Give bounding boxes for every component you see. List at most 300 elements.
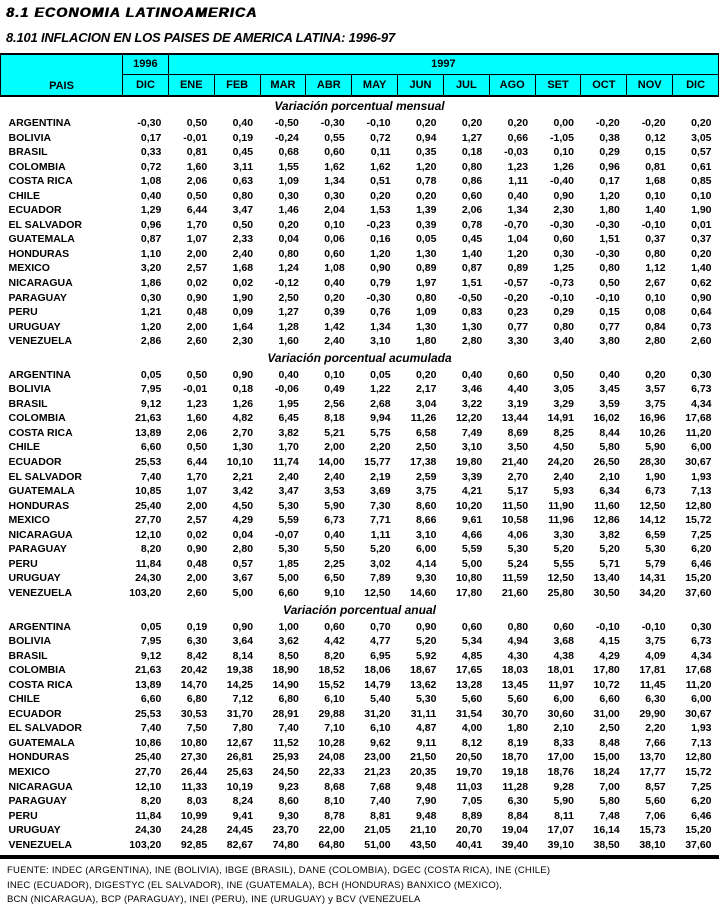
- value-cell: 10,26: [639, 426, 666, 439]
- country-label: PARAGUAY: [8, 291, 67, 304]
- value-cell: 0,51: [370, 175, 391, 188]
- value-cell: 0,50: [186, 117, 208, 129]
- value-cell: 2,20: [645, 722, 666, 735]
- value-cell: 3,64: [232, 635, 254, 648]
- value-cell: 1,51: [461, 277, 483, 290]
- value-cell: -0,01: [183, 131, 208, 144]
- value-cell: 25,53: [135, 707, 162, 720]
- value-cell: 25,40: [135, 499, 162, 512]
- value-cell: 1,09: [278, 175, 299, 188]
- value-cell: 0,35: [415, 146, 437, 159]
- value-cell: 5,00: [278, 572, 299, 585]
- value-cell: -0,70: [504, 218, 529, 231]
- value-cell: 1,90: [232, 291, 254, 304]
- value-cell: -0,30: [550, 218, 574, 231]
- value-cell: 17,68: [685, 412, 712, 425]
- value-cell: 12,50: [639, 499, 666, 512]
- value-cell: 0,16: [370, 233, 391, 246]
- value-cell: 7,49: [461, 426, 483, 439]
- value-cell: 1,26: [232, 397, 254, 410]
- country-label: EL SALVADOR: [8, 218, 83, 231]
- value-cell: 0,55: [324, 131, 345, 144]
- value-cell: 0,90: [370, 262, 391, 275]
- value-cell: 0,40: [507, 189, 529, 202]
- section-title-1: Variación porcentual acumulada: [267, 350, 452, 365]
- value-cell: 14,60: [410, 586, 437, 599]
- table-row: [1, 809, 719, 824]
- country-label: URUGUAY: [8, 320, 61, 333]
- country-label: PERU: [8, 809, 38, 822]
- country-label: COLOMBIA: [8, 664, 66, 677]
- value-cell: 10,28: [318, 736, 345, 749]
- value-cell: 0,09: [232, 306, 254, 319]
- value-cell: 3,10: [461, 441, 483, 454]
- value-cell: 0,81: [645, 160, 666, 173]
- value-cell: 5,90: [645, 441, 666, 454]
- value-cell: 5,30: [415, 693, 437, 706]
- value-cell: 0,50: [186, 441, 208, 454]
- value-cell: 23,70: [272, 824, 299, 837]
- value-cell: 2,10: [599, 470, 620, 483]
- value-cell: 1,70: [186, 470, 208, 483]
- value-cell: 1,10: [140, 247, 162, 260]
- value-cell: 40,41: [455, 838, 483, 851]
- value-cell: 0,15: [599, 306, 620, 319]
- value-cell: 3,42: [232, 485, 254, 498]
- value-cell: 13,45: [501, 678, 529, 691]
- value-cell: 12,50: [364, 586, 391, 599]
- value-cell: 1,80: [507, 722, 529, 735]
- value-cell: 25,40: [135, 751, 162, 764]
- value-cell: 26,81: [226, 751, 254, 764]
- value-cell: 37,60: [685, 586, 712, 599]
- value-cell: 17,38: [410, 456, 437, 469]
- table-row: [1, 382, 719, 397]
- table-row: [1, 145, 719, 160]
- source-line-3: BCN (NICARAGUA), BCP (PARAGUAY), INEI (PERU), INE (URUGUAY) y BCV (VENEZUELA: [7, 894, 421, 906]
- country-label: BOLIVIA: [8, 383, 52, 396]
- value-cell: 0,60: [324, 247, 345, 260]
- value-cell: 7,40: [140, 470, 162, 483]
- value-cell: 0,23: [507, 306, 529, 319]
- value-cell: 0,90: [232, 620, 254, 633]
- value-cell: 8,25: [553, 426, 574, 439]
- value-cell: 0,60: [461, 189, 483, 202]
- value-cell: 1,70: [186, 218, 208, 231]
- country-label: ARGENTINA: [8, 620, 71, 633]
- value-cell: 1,55: [278, 160, 299, 173]
- value-cell: 5,24: [507, 557, 529, 570]
- value-cell: 5,21: [324, 426, 345, 439]
- value-cell: 15,00: [593, 751, 620, 764]
- value-cell: 2,00: [186, 499, 208, 512]
- value-cell: 9,48: [415, 809, 437, 822]
- value-cell: 9,12: [140, 397, 162, 410]
- value-cell: 38,50: [593, 838, 620, 851]
- value-cell: 5,55: [553, 557, 574, 570]
- column-header-year-1996: 1996: [123, 54, 169, 74]
- value-cell: 0,90: [232, 368, 254, 381]
- value-cell: 0,50: [599, 277, 620, 290]
- value-cell: 20,42: [180, 664, 208, 677]
- value-cell: 4,77: [370, 635, 391, 648]
- value-cell: 0,90: [553, 189, 574, 202]
- value-cell: 0,30: [691, 368, 712, 381]
- country-label: HONDURAS: [8, 499, 70, 512]
- value-cell: 8,03: [186, 795, 208, 808]
- table-row: [1, 232, 719, 247]
- value-cell: 1,00: [278, 620, 299, 633]
- table-body: [1, 96, 719, 852]
- value-cell: 0,60: [553, 620, 574, 633]
- value-cell: 21,60: [501, 586, 529, 599]
- value-cell: 14,91: [547, 412, 574, 425]
- country-label: URUGUAY: [8, 572, 61, 585]
- value-cell: -0,30: [595, 247, 620, 260]
- value-cell: 6,10: [324, 693, 345, 706]
- value-cell: 6,10: [370, 722, 391, 735]
- value-cell: 13,28: [455, 678, 483, 691]
- value-cell: 0,40: [140, 189, 162, 202]
- table-row: [1, 571, 719, 586]
- value-cell: 16,02: [593, 412, 620, 425]
- value-cell: 1,07: [186, 233, 208, 246]
- page-subtitle: 8.101 INFLACION EN LOS PAISES DE AMERICA LATINA: 1996-97: [6, 30, 395, 45]
- table-row: [1, 160, 719, 175]
- value-cell: 0,05: [140, 368, 162, 381]
- value-cell: 0,10: [645, 189, 666, 202]
- value-cell: 21,05: [364, 824, 391, 837]
- value-cell: 11,20: [685, 426, 712, 439]
- value-cell: -0,50: [274, 117, 299, 129]
- value-cell: 7,80: [232, 722, 254, 735]
- value-cell: -0,20: [504, 291, 529, 304]
- value-cell: 92,85: [180, 838, 208, 851]
- country-label: ARGENTINA: [8, 117, 71, 129]
- value-cell: 1,40: [691, 262, 712, 275]
- value-cell: 5,90: [324, 499, 345, 512]
- value-cell: 3,02: [370, 557, 391, 570]
- value-cell: 7,40: [278, 722, 299, 735]
- value-cell: 3,53: [324, 485, 345, 498]
- country-label: COSTA RICA: [8, 426, 73, 439]
- value-cell: 0,62: [691, 277, 712, 290]
- section-title-row: [1, 349, 719, 368]
- value-cell: 4,82: [232, 412, 254, 425]
- value-cell: 5,20: [553, 543, 574, 556]
- value-cell: 5,90: [553, 795, 574, 808]
- value-cell: 3,05: [691, 131, 712, 144]
- value-cell: 1,85: [278, 557, 299, 570]
- table-row: [1, 397, 719, 412]
- value-cell: 2,40: [553, 470, 574, 483]
- value-cell: 12,80: [685, 751, 712, 764]
- value-cell: 20,35: [410, 765, 437, 778]
- value-cell: 5,34: [461, 635, 483, 648]
- value-cell: 11,03: [456, 780, 483, 793]
- value-cell: 2,50: [278, 291, 299, 304]
- value-cell: 3,75: [645, 635, 666, 648]
- value-cell: 4,40: [507, 383, 529, 396]
- value-cell: 8,20: [140, 543, 162, 556]
- value-cell: 8,12: [461, 736, 483, 749]
- value-cell: 1,08: [140, 175, 162, 188]
- country-label: BRASIL: [8, 397, 48, 410]
- value-cell: 30,50: [593, 586, 620, 599]
- value-cell: 0,66: [507, 131, 529, 144]
- value-cell: -0,10: [595, 620, 620, 633]
- value-cell: 8,68: [324, 780, 345, 793]
- value-cell: 3,11: [233, 160, 254, 173]
- value-cell: 2,68: [370, 397, 391, 410]
- value-cell: 1,86: [140, 277, 162, 290]
- value-cell: 2,40: [232, 247, 254, 260]
- value-cell: 0,72: [370, 131, 391, 144]
- value-cell: 1,07: [186, 485, 208, 498]
- value-cell: 0,17: [140, 131, 162, 144]
- source-line-1: FUENTE: INDEC (ARGENTINA), INE (BOLIVIA), IBGE (BRASIL), DANE (COLOMBIA), DGEC (COSTA RICA), INE (CHILE): [7, 865, 551, 877]
- value-cell: 0,73: [691, 320, 712, 333]
- value-cell: 0,81: [186, 146, 208, 159]
- value-cell: 11,33: [181, 780, 208, 793]
- country-label: PERU: [8, 306, 38, 319]
- value-cell: 0,40: [232, 117, 254, 129]
- value-cell: 3,20: [140, 262, 162, 275]
- value-cell: 31,70: [226, 707, 254, 720]
- value-cell: 5,71: [599, 557, 620, 570]
- value-cell: 8,50: [278, 649, 299, 662]
- value-cell: 3,40: [553, 335, 574, 348]
- value-cell: 0,57: [232, 557, 254, 570]
- table-row: [1, 557, 719, 572]
- value-cell: 1,93: [691, 722, 712, 735]
- value-cell: 0,30: [553, 247, 574, 260]
- value-cell: 0,10: [645, 291, 666, 304]
- value-cell: 2,86: [140, 335, 162, 348]
- value-cell: 1,21: [140, 306, 162, 319]
- value-cell: 9,12: [140, 649, 162, 662]
- value-cell: 4,34: [691, 397, 712, 410]
- value-cell: 9,10: [324, 586, 345, 599]
- value-cell: 10,80: [455, 572, 483, 585]
- table-row: [1, 189, 719, 204]
- value-cell: 2,40: [324, 470, 345, 483]
- column-header-year-1997: 1997: [168, 54, 718, 74]
- value-cell: 5,93: [553, 485, 574, 498]
- value-cell: 0,20: [691, 247, 712, 260]
- value-cell: 12,10: [135, 528, 162, 541]
- value-cell: 2,70: [507, 470, 529, 483]
- value-cell: 24,08: [318, 751, 345, 764]
- value-cell: 0,02: [186, 277, 208, 290]
- value-cell: 2,50: [415, 441, 437, 454]
- value-cell: 10,99: [180, 809, 208, 822]
- value-cell: 1,30: [461, 320, 483, 333]
- value-cell: 74,80: [272, 838, 299, 851]
- value-cell: 15,20: [685, 572, 712, 585]
- column-header-pais: PAIS: [1, 54, 123, 96]
- value-cell: 0,90: [691, 291, 712, 304]
- table-row: [1, 116, 719, 131]
- value-cell: 3,62: [278, 635, 299, 648]
- value-cell: 4,87: [415, 722, 437, 735]
- value-cell: 82,67: [226, 838, 254, 851]
- value-cell: 0,40: [324, 277, 345, 290]
- country-label: ECUADOR: [8, 707, 62, 720]
- value-cell: 0,39: [415, 218, 437, 231]
- value-cell: 0,20: [370, 189, 391, 202]
- value-cell: 6,80: [186, 693, 208, 706]
- table-row: [1, 455, 719, 470]
- value-cell: 4,09: [645, 649, 666, 662]
- value-cell: 7,95: [140, 383, 162, 396]
- table-row: [1, 780, 719, 795]
- value-cell: 5,59: [278, 514, 299, 527]
- value-cell: 8,18: [324, 412, 345, 425]
- value-cell: 0,89: [507, 262, 529, 275]
- value-cell: 2,67: [645, 277, 666, 290]
- value-cell: 1,23: [507, 160, 529, 173]
- value-cell: 17,68: [685, 664, 712, 677]
- value-cell: 0,30: [324, 189, 345, 202]
- value-cell: 6,30: [507, 795, 529, 808]
- country-label: BRASIL: [8, 146, 48, 159]
- value-cell: 4,15: [599, 635, 620, 648]
- value-cell: 0,60: [553, 233, 574, 246]
- value-cell: 0,77: [507, 320, 529, 333]
- table-row: [1, 838, 719, 853]
- value-cell: 0,38: [599, 131, 620, 144]
- value-cell: 6,58: [415, 426, 437, 439]
- value-cell: 13,89: [135, 678, 162, 691]
- value-cell: 7,00: [599, 780, 620, 793]
- value-cell: 2,57: [186, 262, 208, 275]
- value-cell: 3,68: [553, 635, 574, 648]
- value-cell: 20,50: [455, 751, 483, 764]
- value-cell: 7,40: [370, 795, 391, 808]
- column-header-month-feb: FEB: [214, 74, 260, 96]
- value-cell: 7,68: [370, 780, 391, 793]
- value-cell: 17,77: [639, 765, 666, 778]
- value-cell: 12,20: [455, 412, 483, 425]
- value-cell: 21,23: [364, 765, 391, 778]
- value-cell: 21,50: [410, 751, 437, 764]
- value-cell: 6,44: [186, 204, 208, 217]
- value-cell: -0,01: [183, 383, 208, 396]
- table-row: [1, 411, 719, 426]
- value-cell: 1,20: [507, 247, 529, 260]
- value-cell: 8,24: [232, 795, 254, 808]
- value-cell: 0,29: [553, 306, 574, 319]
- value-cell: 17,65: [455, 664, 483, 677]
- value-cell: 43,50: [410, 838, 437, 851]
- value-cell: 5,00: [461, 557, 483, 570]
- value-cell: 2,60: [186, 586, 208, 599]
- value-cell: 0,04: [232, 528, 254, 541]
- value-cell: 1,34: [370, 320, 391, 333]
- value-cell: 5,75: [370, 426, 391, 439]
- value-cell: 0,60: [324, 146, 345, 159]
- value-cell: 3,59: [599, 397, 620, 410]
- value-cell: 2,04: [324, 204, 345, 217]
- value-cell: 15,77: [364, 456, 391, 469]
- value-cell: 6,00: [691, 441, 712, 454]
- value-cell: 9,30: [415, 572, 437, 585]
- value-cell: 2,80: [232, 543, 254, 556]
- value-cell: 29,90: [639, 707, 666, 720]
- value-cell: 24,45: [226, 824, 254, 837]
- value-cell: 0,40: [461, 368, 483, 381]
- value-cell: 10,72: [593, 678, 620, 691]
- table-row: [1, 692, 719, 707]
- value-cell: 27,70: [135, 514, 162, 527]
- value-cell: 4,30: [507, 649, 529, 662]
- value-cell: 0,80: [415, 291, 437, 304]
- column-header-month-may: MAY: [352, 74, 398, 96]
- value-cell: 10,19: [226, 780, 254, 793]
- value-cell: 25,80: [547, 586, 574, 599]
- value-cell: 5,80: [599, 795, 620, 808]
- table-row: [1, 721, 719, 736]
- value-cell: 5,60: [645, 795, 666, 808]
- column-header-month-oct: OCT: [581, 74, 627, 96]
- column-header-month-set: SET: [535, 74, 581, 96]
- table-row: [1, 750, 719, 765]
- table-row: [1, 586, 719, 601]
- value-cell: 4,14: [415, 557, 437, 570]
- value-cell: 0,86: [461, 175, 483, 188]
- value-cell: 8,19: [507, 736, 529, 749]
- value-cell: -0,23: [366, 218, 391, 231]
- value-cell: 0,12: [645, 131, 666, 144]
- value-cell: 1,29: [140, 204, 162, 217]
- column-header-month-jul: JUL: [443, 74, 489, 96]
- value-cell: 22,33: [318, 765, 345, 778]
- value-cell: 9,48: [415, 780, 437, 793]
- value-cell: 11,60: [594, 499, 620, 512]
- value-cell: 6,59: [645, 528, 666, 541]
- table-row: [1, 513, 719, 528]
- value-cell: 1,34: [507, 204, 529, 217]
- value-cell: 0,18: [232, 383, 254, 396]
- value-cell: 8,42: [186, 649, 208, 662]
- value-cell: 2,20: [370, 441, 391, 454]
- value-cell: 2,33: [232, 233, 254, 246]
- value-cell: 7,25: [691, 780, 712, 793]
- value-cell: 3,82: [599, 528, 620, 541]
- value-cell: 0,50: [186, 368, 208, 381]
- value-cell: 2,19: [370, 470, 391, 483]
- column-header-dic-1996: DIC: [123, 74, 169, 96]
- value-cell: -0,10: [366, 117, 391, 129]
- value-cell: 64,80: [318, 838, 345, 851]
- value-cell: 0,20: [461, 117, 483, 129]
- value-cell: 4,50: [553, 441, 574, 454]
- country-label: NICARAGUA: [8, 528, 73, 541]
- value-cell: 0,01: [691, 218, 712, 231]
- value-cell: 39,40: [501, 838, 529, 851]
- value-cell: 11,20: [685, 678, 712, 691]
- value-cell: 2,00: [186, 320, 208, 333]
- value-cell: 0,70: [370, 620, 391, 633]
- value-cell: 0,60: [507, 368, 529, 381]
- country-label: EL SALVADOR: [8, 470, 83, 483]
- value-cell: 0,20: [278, 218, 299, 231]
- value-cell: 0,19: [232, 131, 254, 144]
- value-cell: 1,27: [461, 131, 483, 144]
- value-cell: -0,50: [458, 291, 483, 304]
- value-cell: 1,93: [691, 470, 712, 483]
